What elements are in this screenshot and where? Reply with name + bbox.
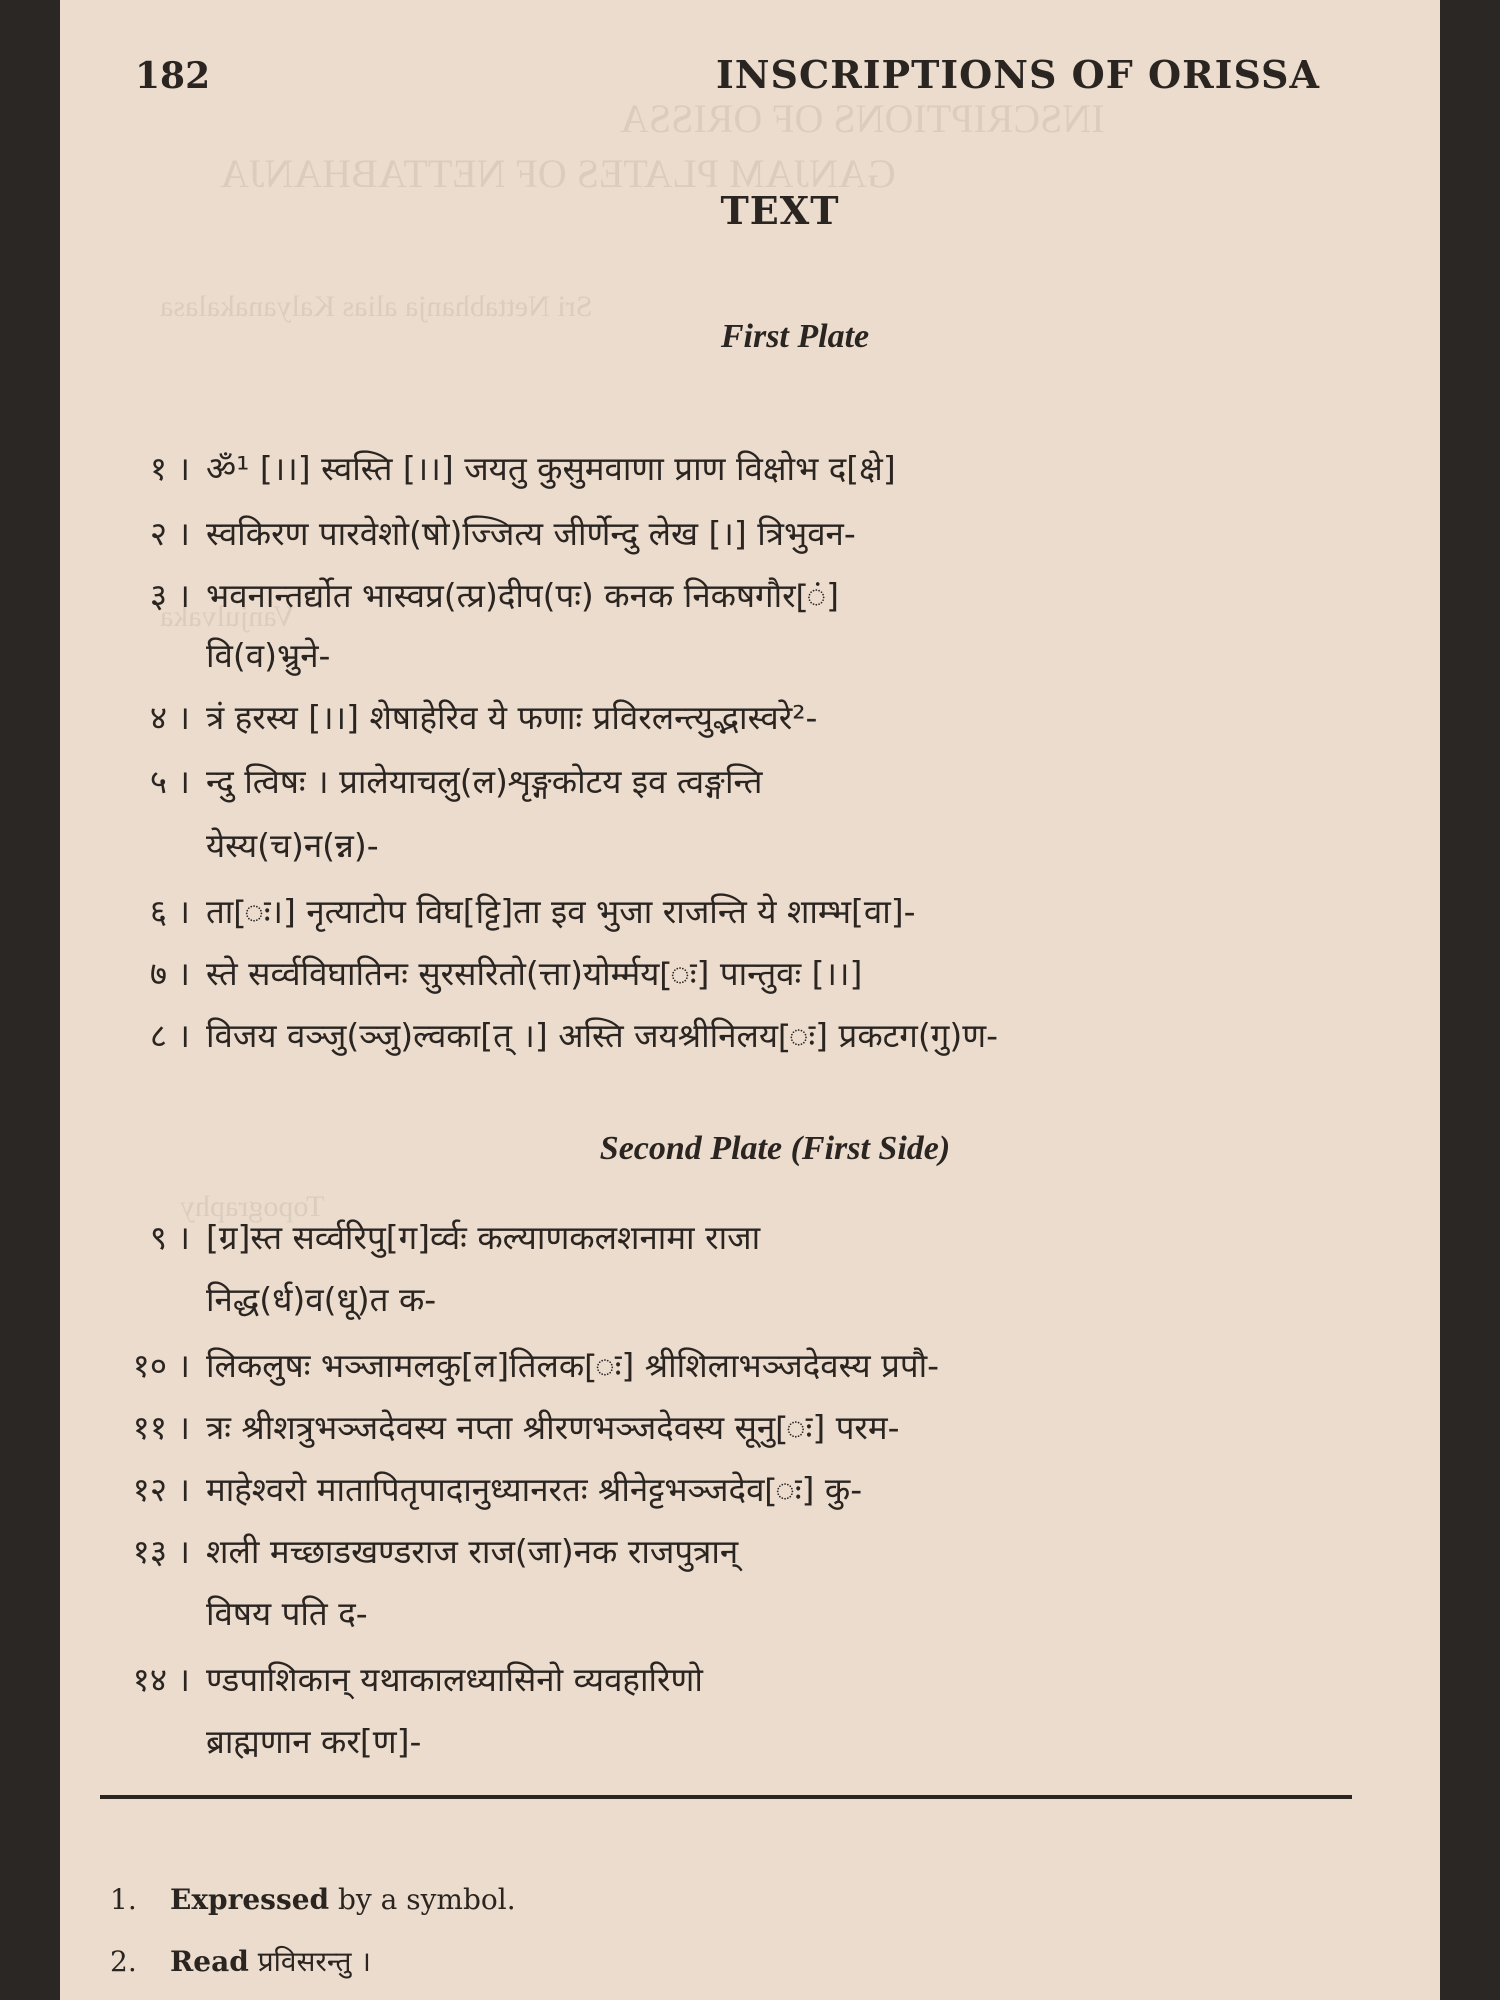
text-line — [120, 1214, 760, 1259]
line-text: न्दु त्विषः । प्रालेयाचलु(ल)शृङ्गकोटय इव त्वङ्गन्ति — [206, 762, 763, 801]
text-line — [120, 510, 856, 555]
text-line — [120, 950, 862, 995]
document-page — [60, 0, 1440, 2000]
line-continuation: ब्राह्मणान कर[ण]- — [206, 1722, 422, 1761]
footnote-lead: Expressed — [170, 1883, 330, 1916]
line-number: ७ । — [149, 954, 190, 993]
text-line — [120, 1528, 738, 1573]
line-number: १४ । — [132, 1660, 190, 1699]
line-number: ३ । — [149, 576, 190, 615]
running-head: INSCRIPTIONS OF ORISSA — [716, 52, 1320, 97]
second-plate-heading — [60, 1130, 1440, 1168]
text-line — [120, 445, 896, 490]
second-plate-heading-side: (First Side) — [790, 1130, 951, 1167]
section-title: TEXT — [720, 188, 840, 233]
second-plate-heading-main: Second Plate — [599, 1130, 783, 1167]
line-text: [ग्र]स्त सर्व्वरिपु[ग]र्व्वः कल्याणकलशनामा राजा — [206, 1218, 761, 1257]
line-number: १ । — [149, 449, 190, 488]
line-text: लिकलुषः भञ्जामलकु[ल]तिलक[ः] श्रीशिलाभञ्जदेवस्य प्रपौ- — [206, 1346, 940, 1385]
page-number: 182 — [135, 55, 211, 97]
line-continuation: निद्ध(र्ध)व(धू)त क- — [206, 1280, 437, 1319]
line-number: ६ । — [149, 892, 190, 931]
text-line — [120, 888, 916, 933]
line-number: ११ । — [132, 1408, 190, 1447]
show-through-bleed: Vanjulvaka — [160, 600, 295, 633]
line-number: २ । — [149, 514, 190, 553]
line-text: स्ते सर्व्वविघातिनः सुरसरितो(त्ता)योर्म्मय[ः] पान्तुवः [।।] — [206, 954, 863, 993]
text-line — [120, 1656, 703, 1701]
line-text: ॐ¹ [।।] स्वस्ति [।।] जयतु कुसुमवाणा प्राण विक्षोभ द[क्षे] — [206, 449, 896, 488]
line-text: माहेश्वरो मातापितृपादानुध्यानरतः श्रीनेट्टभञ्जदेव[ः] कु- — [206, 1470, 863, 1509]
line-text: त्रः श्रीशत्रुभञ्जदेवस्य नप्ता श्रीरणभञ्जदेवस्य सूनु[ः] परम- — [206, 1408, 900, 1447]
show-through-bleed: INSCRIPTIONS OF ORISSA — [620, 96, 1105, 141]
show-through-bleed: Topography — [180, 1190, 325, 1223]
footnote-number: 2. — [110, 1945, 137, 1978]
line-text: ण्डपाशिकान् यथाकालध्यासिनो व्यवहारिणो — [206, 1660, 703, 1699]
line-number: १० । — [132, 1346, 190, 1385]
show-through-bleed: Sri Nettabhanja alias Kalyanakalasa — [160, 290, 593, 323]
footnote-number: 1. — [110, 1883, 137, 1916]
footnote-divider — [100, 1795, 1352, 1799]
text-line — [120, 1012, 998, 1057]
footnote-text: by a symbol. — [329, 1883, 516, 1916]
footnote — [110, 1942, 371, 1980]
line-continuation: विषय पति द- — [206, 1594, 368, 1633]
line-text: स्वकिरण पारवेशो(षो)ज्जित्य जीर्णेन्दु लेख [।] त्रिभुवन- — [206, 514, 856, 553]
text-line — [120, 758, 762, 803]
text-line — [120, 572, 839, 617]
line-number: ५ । — [149, 762, 190, 801]
footnote-text: प्रविसरन्तु । — [248, 1945, 371, 1978]
line-number: १३ । — [132, 1532, 190, 1571]
text-line — [120, 1466, 862, 1511]
text-line — [120, 1404, 900, 1449]
footnote — [110, 1883, 516, 1916]
line-number: ८ । — [149, 1016, 190, 1055]
show-through-bleed: GANJAM PLATES OF NETTABHANJA — [220, 151, 896, 196]
line-number: १२ । — [132, 1470, 190, 1509]
footnote-lead: Read — [170, 1945, 249, 1978]
line-text: शली मच्छाडखण्डराज राज(जा)नक राजपुत्रान् — [206, 1532, 739, 1571]
text-line — [120, 1342, 939, 1387]
line-text: भवनान्तर्द्योत भास्वप्र(त्प्र)दीप(पः) कनक निकषगौर[ं] — [206, 576, 840, 615]
page-header — [135, 52, 1320, 97]
line-continuation: वि(व)भ्रुने- — [206, 636, 331, 675]
text-line — [120, 694, 817, 739]
line-number: ९ । — [149, 1218, 190, 1257]
first-plate-heading: First Plate — [720, 318, 870, 355]
line-text: विजय वञ्जु(ञ्जु)ल्वका[त् ।] अस्ति जयश्रीनिलय[ः] प्रकटग(गु)ण- — [206, 1016, 998, 1055]
line-continuation: येस्य(च)न(न्न)- — [206, 826, 379, 865]
line-number: ४ । — [149, 698, 190, 737]
line-text: ता[ः।] नृत्याटोप विघ[ट्टि]ता इव भुजा राजन्ति ये शाम्भ[वा]- — [206, 892, 916, 931]
line-text: त्रं हरस्य [।।] शेषाहेरिव ये फणाः प्रविरलन्त्युद्भास्वरे²- — [206, 698, 818, 737]
